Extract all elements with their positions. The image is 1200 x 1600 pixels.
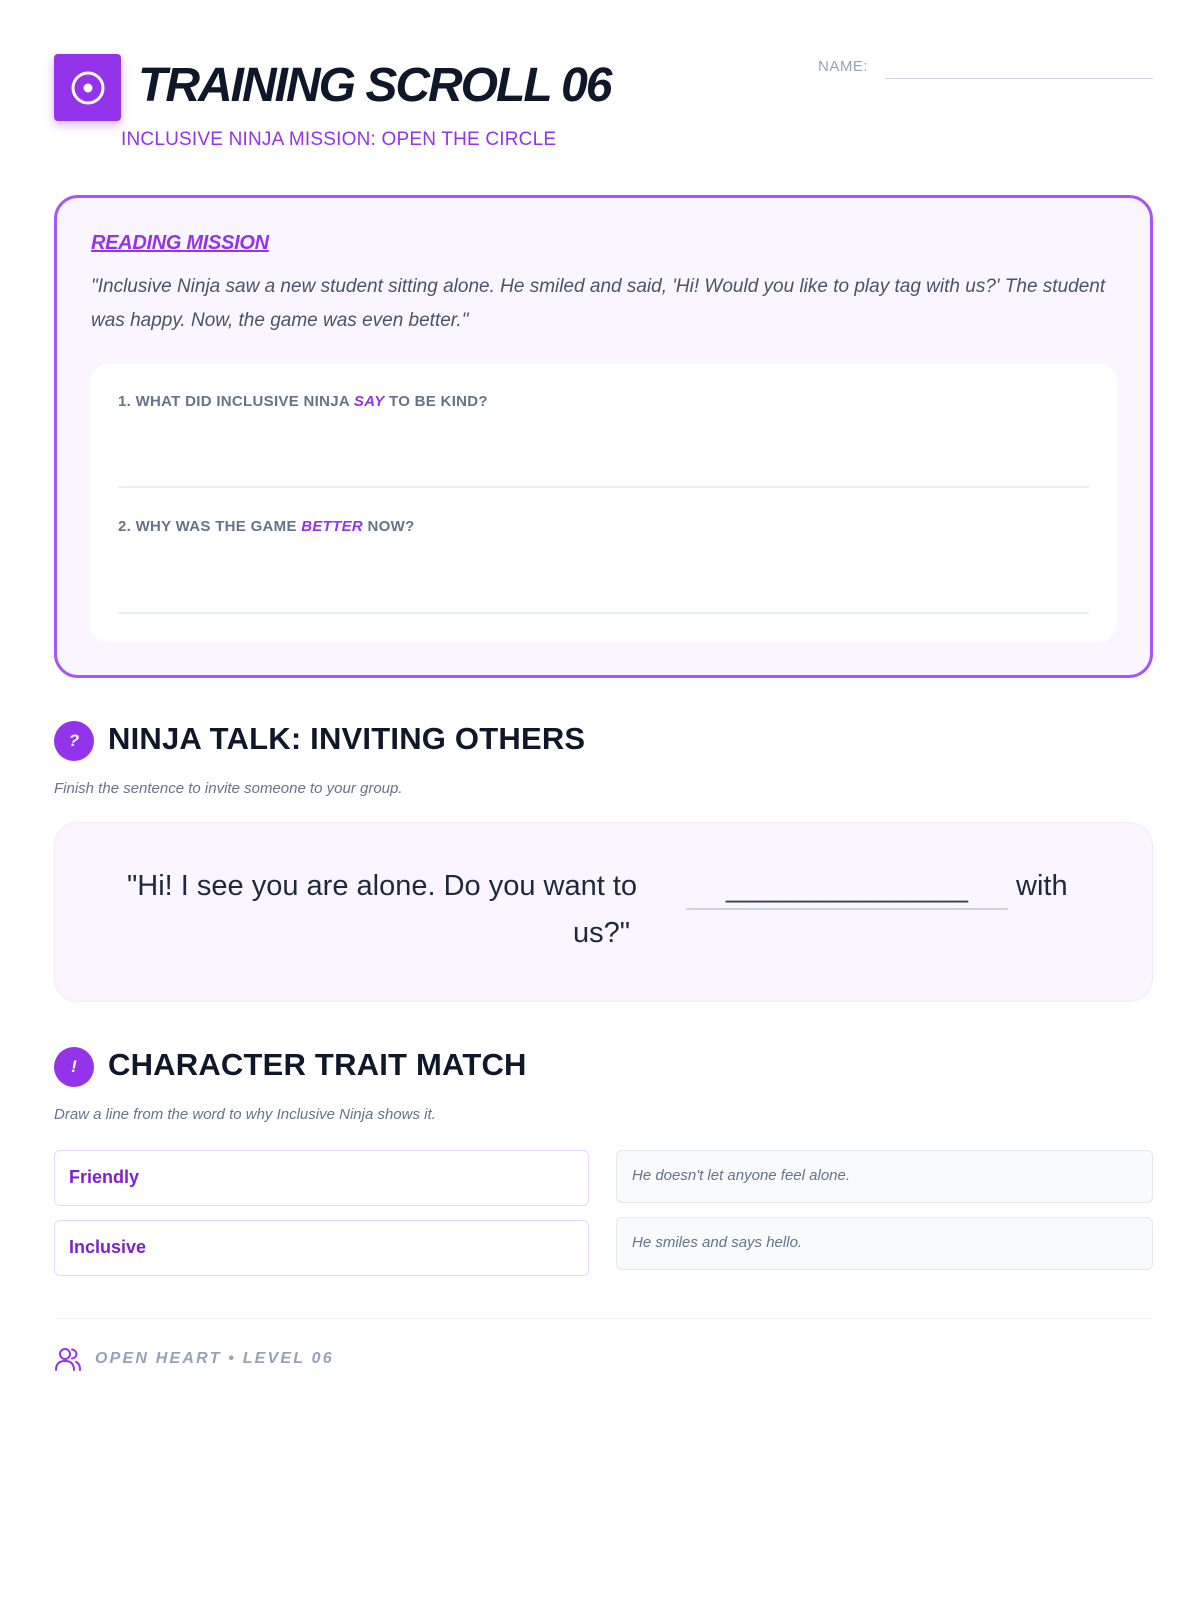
question-mark-icon: ? — [54, 721, 94, 761]
sentence-blank-field[interactable]: _______________ — [686, 868, 1008, 910]
target-icon — [69, 69, 107, 107]
reading-passage: "Inclusive Ninja saw a new student sitting alone. He smiled and said, 'Hi! Would you like to play tag with us?' The student was happy. Now, the game was even better." — [91, 276, 1106, 331]
trait-match-description: Draw a line from the word to why Inclusive Ninja shows it. — [54, 1106, 436, 1123]
question-1-emphasis: SAY — [353, 393, 385, 410]
exclamation-icon: ! — [54, 1047, 94, 1087]
ninja-talk-box — [54, 822, 1153, 1002]
question-2-emphasis: BETTER — [301, 518, 364, 535]
question-2-prefix: 2. WHY WAS THE GAME — [118, 518, 302, 535]
trait-word-friendly[interactable]: Friendly — [54, 1150, 589, 1206]
users-icon — [54, 1345, 82, 1373]
name-field[interactable] — [885, 78, 1153, 79]
question-1-prefix: 1. WHAT DID INCLUSIVE NINJA — [118, 393, 354, 410]
question-2 — [118, 518, 415, 535]
page-title: TRAINING SCROLL 06 — [138, 59, 611, 112]
answer-line-1[interactable] — [118, 486, 1089, 488]
trait-reason-1[interactable]: He doesn't let anyone feel alone. — [616, 1150, 1153, 1203]
sentence-start: "Hi! I see you are alone. Do you want to — [127, 870, 638, 902]
question-1 — [118, 393, 488, 410]
answer-line-2[interactable] — [118, 612, 1089, 614]
sentence-end: us?" — [573, 917, 631, 949]
sentence-middle: with — [1016, 870, 1068, 902]
trait-word-inclusive[interactable]: Inclusive — [54, 1220, 589, 1276]
question-2-suffix: NOW? — [363, 518, 415, 535]
question-1-suffix: TO BE KIND? — [384, 393, 488, 410]
trait-reason-2[interactable]: He smiles and says hello. — [616, 1217, 1153, 1270]
ninja-talk-title: NINJA TALK: INVITING OTHERS — [108, 721, 586, 756]
logo-badge — [54, 54, 121, 121]
page-subtitle: INCLUSIVE NINJA MISSION: OPEN THE CIRCLE — [121, 129, 557, 150]
reading-mission-heading: READING MISSION — [91, 232, 269, 254]
footer-text: OPEN HEART • LEVEL 06 — [95, 1350, 334, 1367]
footer-divider — [54, 1318, 1153, 1319]
name-label: NAME: — [818, 58, 869, 75]
ninja-talk-description: Finish the sentence to invite someone to your group. — [54, 780, 403, 797]
trait-match-title: CHARACTER TRAIT MATCH — [108, 1047, 527, 1082]
